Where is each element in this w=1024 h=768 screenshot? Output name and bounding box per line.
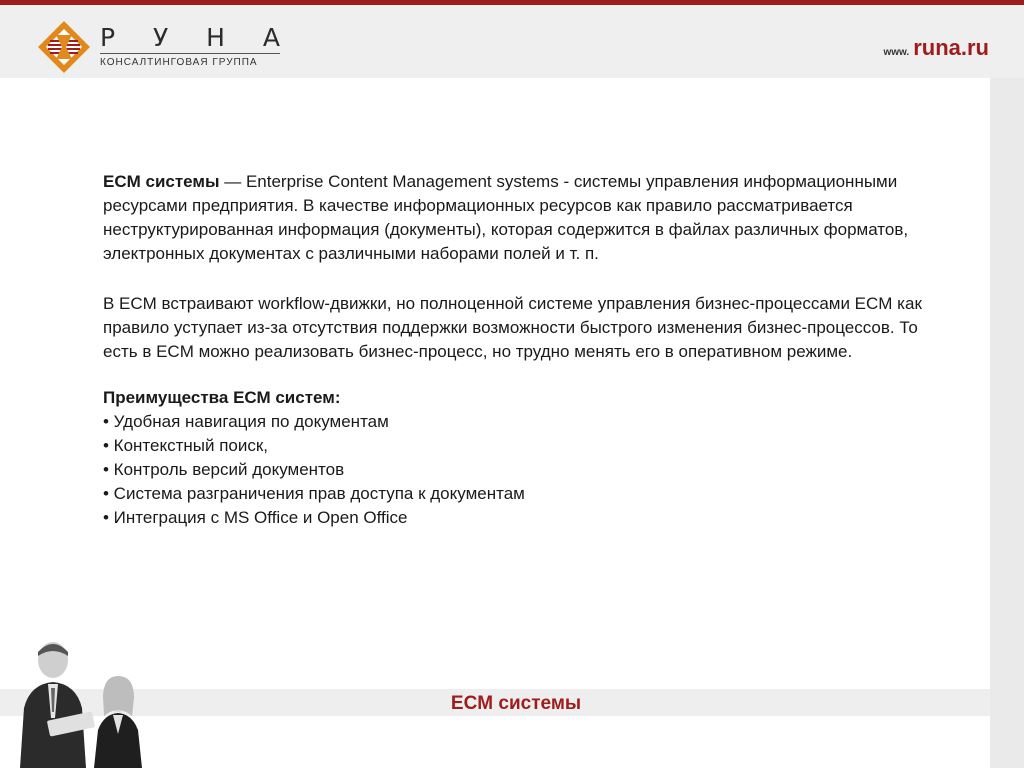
list-item: • Удобная навигация по документам — [103, 412, 389, 431]
list-item: • Система разграничения прав доступа к документам — [103, 484, 525, 503]
logo-letter: Н — [206, 23, 225, 52]
logo-letter: У — [153, 23, 169, 52]
url-prefix: www. — [883, 47, 910, 58]
paragraph-definition — [103, 170, 943, 266]
slide-title: ECM системы — [450, 693, 582, 714]
logo-divider — [100, 53, 280, 54]
diamond-logo-icon — [36, 19, 92, 75]
right-side-strip — [990, 78, 1024, 768]
url-domain: runa.ru — [913, 35, 989, 60]
list-item: • Контроль версий документов — [103, 460, 345, 479]
term-ecm: ECM системы — [103, 172, 220, 191]
slide-body — [103, 170, 943, 530]
advantages-title: Преимущества ЕСМ систем: — [103, 388, 341, 407]
logo-letter: А — [262, 23, 280, 52]
logo-letter: Р — [100, 23, 116, 52]
definition-text: — Enterprise Content Management systems - системы управления информационными ресурсами предприятия. В качестве информационных ресурсов как правило рассматривается неструктурированная информация (документы), которая содержится в файлах различных форматов, электронных документах с различными наборами полей и т. п. — [103, 172, 909, 263]
logo-wordmark — [100, 23, 280, 52]
advantages-list — [103, 410, 943, 530]
paragraph-workflow: В ECM встраивают workflow-движки, но полноценной системе управления бизнес-процессами ECM как правило уступает из-за отсутствия поддержки возможности быстрого изменения бизнес-процессов. То есть в ECM можно реализовать бизнес-процесс, но трудно менять его в оперативном режиме. — [103, 294, 922, 361]
list-item: • Интеграция с MS Office и Open Office — [103, 508, 408, 527]
site-url — [883, 35, 989, 61]
list-item: • Контекстный поиск, — [103, 436, 269, 455]
header — [0, 5, 1024, 78]
logo-subtitle: КОНСАЛТИНГОВАЯ ГРУППА — [100, 57, 258, 68]
business-people-illustration — [8, 638, 148, 768]
